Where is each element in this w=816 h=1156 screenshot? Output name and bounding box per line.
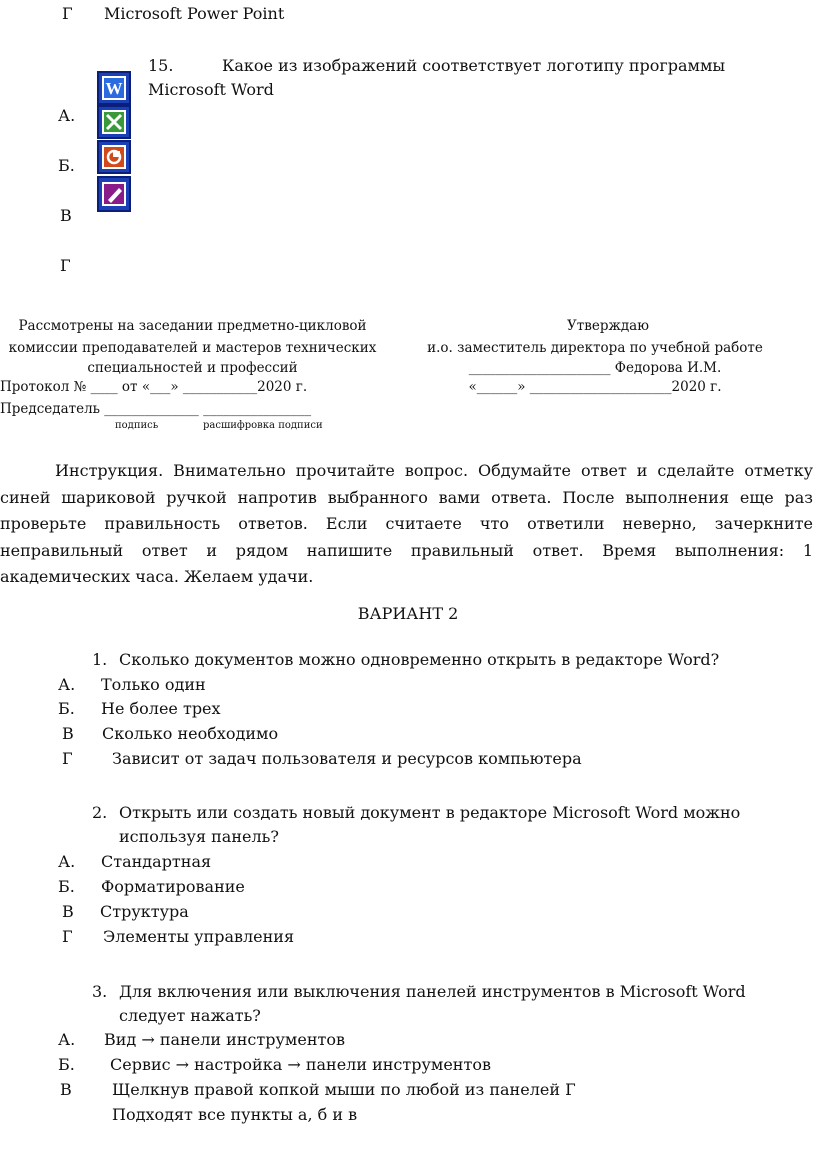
chairman-line: Председатель ______________ ________________	[0, 401, 312, 417]
q1-answer-a-letter: А.	[58, 675, 76, 694]
option-g-label: Г	[60, 256, 71, 275]
svg-text:W: W	[105, 79, 123, 98]
question-2-text-line1: Открыть или создать новый документ в редакторе Microsoft Word можно	[119, 803, 741, 822]
question-3-text-line2: следует нажать?	[119, 1006, 261, 1025]
question-2-number: 2.	[92, 803, 108, 822]
approval-left-line2: комиссии преподавателей и мастеров технических	[8, 340, 377, 356]
approval-left-line3: специальностей и профессий	[87, 360, 298, 376]
question-1-number: 1.	[92, 650, 108, 669]
q2-answer-a-letter: А.	[58, 852, 76, 871]
approval-right-title: Утверждаю	[567, 318, 649, 334]
q1-answer-v-text: Сколько необходимо	[102, 724, 279, 743]
q3-answer-a-letter: А.	[58, 1030, 76, 1049]
approval-right-name: _____________________ Федорова И.М.	[468, 360, 722, 376]
q2-answer-g-text: Элементы управления	[103, 927, 295, 946]
q2-answer-g-letter: Г	[62, 927, 73, 946]
option-a-label: А.	[58, 106, 76, 125]
variant-heading: ВАРИАНТ 2	[357, 604, 459, 623]
question-2-text-line2: используя панель?	[119, 827, 279, 846]
q1-answer-b-letter: Б.	[58, 699, 75, 718]
q3-answer-b-text: Сервис → настройка → панели инструментов	[110, 1055, 491, 1074]
q2-answer-v-letter: В	[62, 902, 74, 921]
signature-label: подпись	[115, 420, 159, 431]
question-3-number: 3.	[92, 982, 108, 1001]
q2-answer-b-text: Форматирование	[101, 877, 245, 896]
q2-answer-b-letter: Б.	[58, 877, 75, 896]
q2-answer-v-text: Структура	[100, 902, 189, 921]
publisher-icon	[97, 176, 131, 212]
q3-answer-b-letter: Б.	[58, 1055, 75, 1074]
question-15-text-line1: Какое из изображений соответствует логотипу программы	[222, 56, 726, 75]
answer-text-top: Microsoft Power Point	[104, 4, 285, 23]
answer-letter-top: Г	[62, 4, 73, 23]
question-1-text: Сколько документов можно одновременно открыть в редакторе Word?	[119, 650, 720, 669]
protocol-line: Протокол № ____ от «___» ___________2020 г.	[0, 379, 308, 395]
option-b-label: Б.	[58, 156, 75, 175]
word-icon	[97, 71, 131, 105]
option-v-label: В	[60, 206, 72, 225]
q3-answer-a-text: Вид → панели инструментов	[104, 1030, 345, 1049]
q1-answer-g-letter: Г	[62, 749, 73, 768]
q1-answer-g-text: Зависит от задач пользователя и ресурсов компьютера	[112, 749, 582, 768]
question-15-number: 15.	[148, 56, 174, 75]
q3-answer-v-text: Щелкнув правой копкой мыши по любой из панелей Г	[112, 1080, 576, 1099]
question-15-text-line2: Microsoft Word	[148, 80, 274, 99]
instruction-paragraph: Инструкция. Внимательно прочитайте вопрос. Обдумайте ответ и сделайте отметку синей шариковой ручкой напротив выбранного вами ответа. После выполнения еще раз проверьте правильность ответов. Если считаете что ответили неверно, зачеркните неправильный ответ и рядом напишите правильный ответ. Время выполнения: 1 академических часа. Желаем удачи.	[0, 461, 813, 586]
q2-answer-a-text: Стандартная	[101, 852, 212, 871]
signature-decode-label: расшифровка подписи	[203, 420, 323, 431]
question-3-text-line1: Для включения или выключения панелей инструментов в Microsoft Word	[119, 982, 746, 1001]
approval-left-line1: Рассмотрены на заседании предметно-цикловой	[18, 318, 367, 334]
q3-answer-g-text: Подходят все пункты а, б и в	[112, 1105, 358, 1124]
q1-answer-b-text: Не более трех	[101, 699, 221, 718]
approval-right-date: «______» _____________________2020 г.	[468, 379, 722, 395]
approval-right-position: и.о. заместитель директора по учебной работе	[427, 340, 763, 356]
q3-answer-v-letter: В	[60, 1080, 72, 1099]
q1-answer-v-letter: В	[62, 724, 74, 743]
powerpoint-icon	[97, 140, 131, 174]
q1-answer-a-text: Только один	[101, 675, 206, 694]
excel-icon	[97, 105, 131, 139]
